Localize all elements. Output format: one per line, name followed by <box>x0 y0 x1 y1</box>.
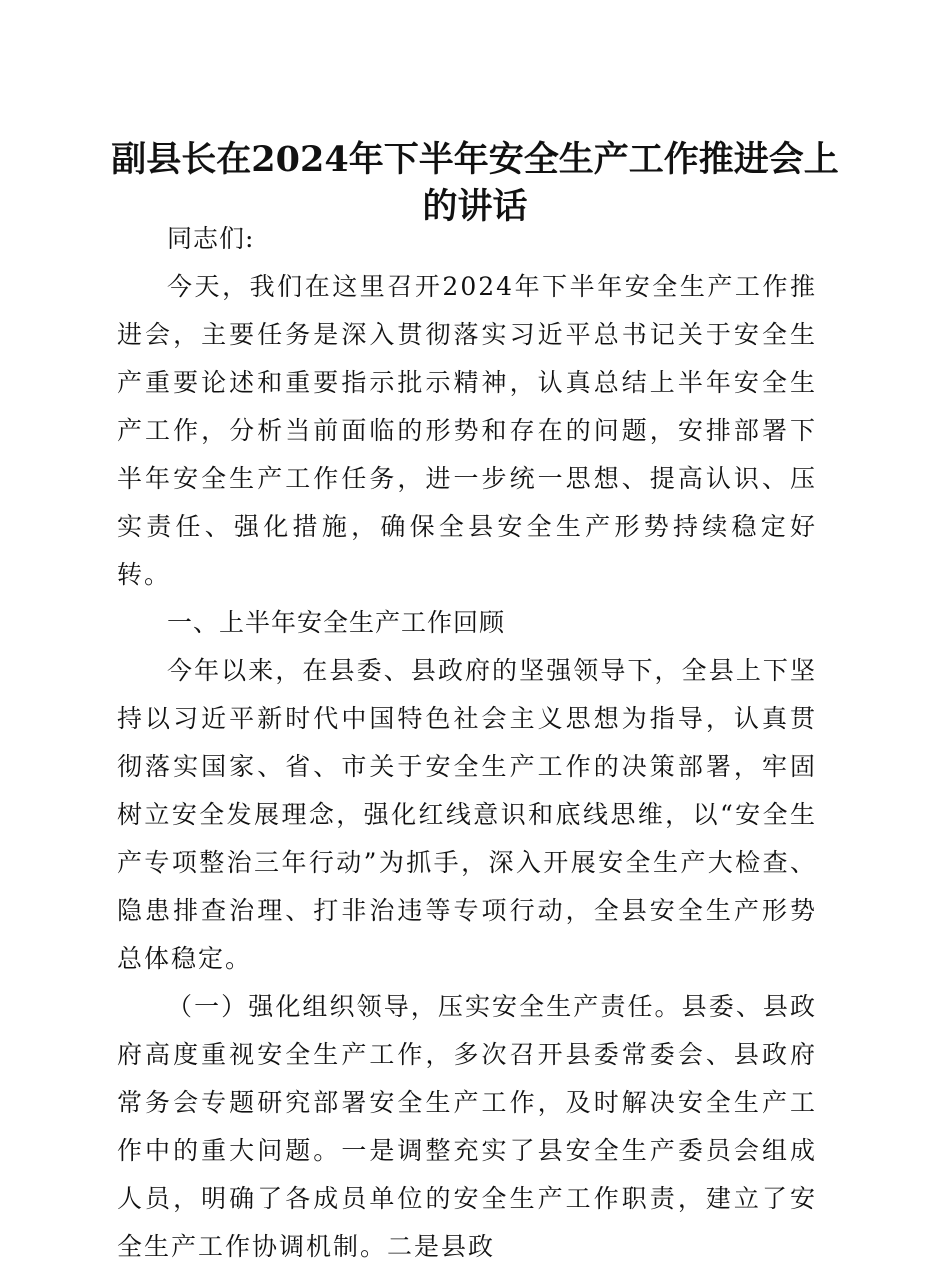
document-title: 副县长在2024年下半年安全生产工作推进会上的讲话 <box>111 139 839 227</box>
section-heading: 一、上半年安全生产工作回顾 <box>167 608 506 637</box>
section-paragraph: 今年以来，在县委、县政府的坚强领导下，全县上下坚持以习近平新时代中国特色社会主义思想为指导，认真贯彻落实国家、省、市关于安全生产工作的决策部署，牢固树立安全发展理念，强化红线意识和底线思维，以“安全生产专项整治三年行动”为抓手，深入开展安全生产大检查、隐患排查治理、打非治违等专项行动，全县安全生产形势总体稳定。 <box>117 656 817 973</box>
subsection-paragraph: （一）强化组织领导，压实安全生产责任。县委、县政府高度重视安全生产工作，多次召开县委常委会、县政府常务会专题研究部署安全生产工作，及时解决安全生产工作中的重大问题。一是调整充实了县安全生产委员会组成人员，明确了各成员单位的安全生产工作职责，建立了安全生产工作协调机制。二是县政 <box>117 992 817 1261</box>
intro-paragraph: 今天，我们在这里召开2024年下半年安全生产工作推进会，主要任务是深入贯彻落实习近平总书记关于安全生产重要论述和重要指示批示精神，认真总结上半年安全生产工作，分析当前面临的形势和存在的问题，安排部署下半年安全生产工作任务，进一步统一思想、提高认识、压实责任、强化措施，确保全县安全生产形势持续稳定好转。 <box>117 272 817 589</box>
document-body <box>117 215 817 1271</box>
greeting-line: 同志们: <box>167 224 255 253</box>
